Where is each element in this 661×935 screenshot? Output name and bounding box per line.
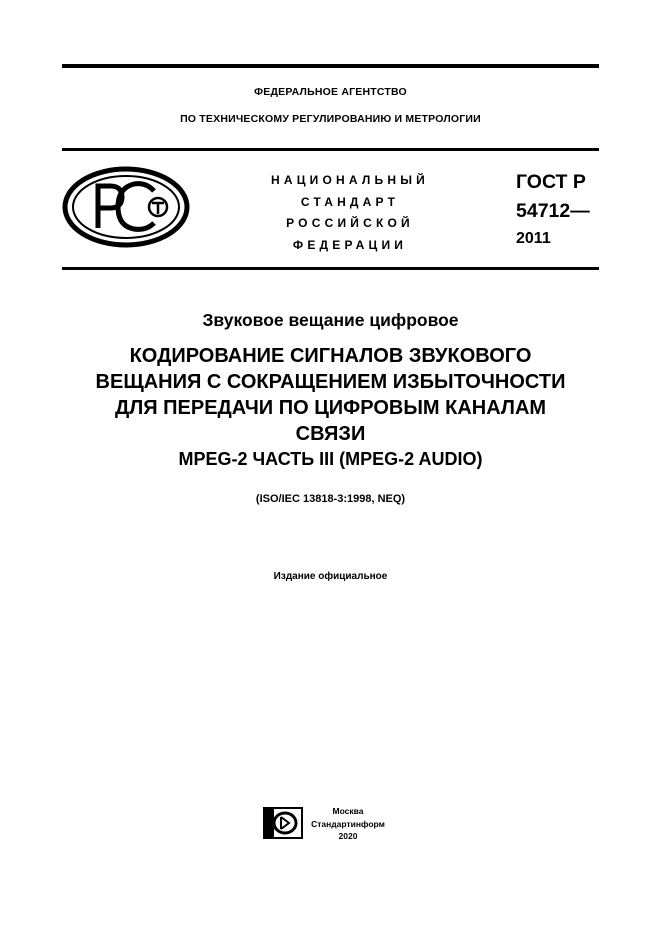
- header-rule: [62, 148, 599, 151]
- agency-name-line2: ПО ТЕХНИЧЕСКОМУ РЕГУЛИРОВАНИЮ И МЕТРОЛОГИИ: [180, 113, 481, 125]
- title-line: MPEG-2 ЧАСТЬ III (MPEG-2 AUDIO): [178, 449, 483, 469]
- publisher-name: Стандартинформ: [311, 818, 385, 829]
- national-standard-label: [250, 170, 450, 256]
- national-line: ФЕДЕРАЦИИ: [292, 237, 408, 252]
- national-line: НАЦИОНАЛЬНЫЙ: [270, 173, 430, 187]
- iso-reference: (ISO/IEC 13818-3:1998, NEQ): [255, 493, 406, 505]
- top-rule: [62, 64, 599, 68]
- edition-label: Издание официальное: [273, 571, 388, 582]
- publisher-city: Москва: [332, 806, 364, 816]
- gost-prefix: ГОСТ Р: [516, 171, 586, 193]
- gost-number: [516, 168, 606, 250]
- gost-year: 2011: [516, 230, 551, 247]
- publisher-year: 2020: [338, 831, 358, 841]
- agency-name-line1: ФЕДЕРАЛЬНОЕ АГЕНТСТВО: [254, 86, 407, 98]
- title-line: СВЯЗИ: [295, 423, 366, 445]
- standard-rule: [62, 267, 599, 270]
- standartinform-logo-icon: [263, 807, 303, 839]
- gost-code: 54712—: [516, 200, 590, 222]
- rst-certification-logo-icon: [62, 166, 190, 248]
- national-line: СТАНДАРТ: [300, 194, 400, 209]
- document-title: [62, 343, 599, 471]
- publisher-info: [308, 805, 388, 843]
- title-line: КОДИРОВАНИЕ СИГНАЛОВ ЗВУКОВОГО: [129, 345, 532, 367]
- title-line: ВЕЩАНИЯ С СОКРАЩЕНИЕМ ИЗБЫТОЧНОСТИ: [95, 371, 566, 393]
- title-line: ДЛЯ ПЕРЕДАЧИ ПО ЦИФРОВЫМ КАНАЛАМ: [114, 397, 547, 419]
- national-line: РОССИЙСКОЙ: [286, 216, 414, 230]
- document-subject: Звуковое вещание цифровое: [202, 310, 459, 330]
